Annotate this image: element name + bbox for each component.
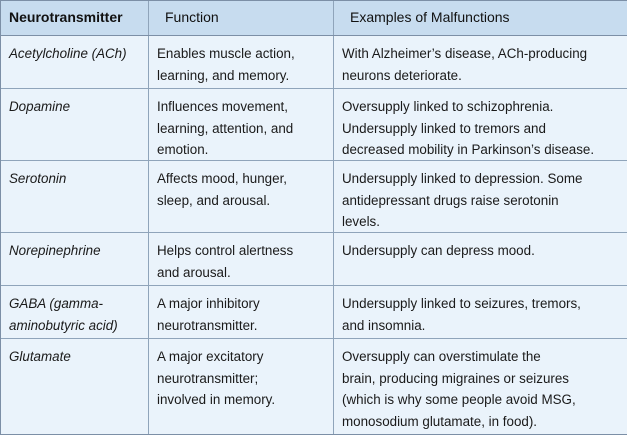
function-cell: Helps control alertness and arousal. [148, 233, 333, 285]
function-cell: Influences movement, learning, attention, and emotion. [148, 89, 333, 160]
malfunction-cell: Oversupply linked to schizophrenia. Undersupply linked to tremors and decreased mobility in Parkinson’s disease. [333, 89, 627, 160]
header-examples-of-malfunctions: Examples of Malfunctions [333, 1, 627, 35]
table-row [1, 36, 627, 89]
function-cell: A major inhibitory neurotransmitter. [148, 286, 333, 338]
function-cell: Enables muscle action, learning, and memory. [148, 36, 333, 88]
malfunction-cell: Undersupply can depress mood. [333, 233, 627, 285]
malfunction-cell: Undersupply linked to seizures, tremors, and insomnia. [333, 286, 627, 338]
function-cell: Affects mood, hunger, sleep, and arousal. [148, 161, 333, 232]
neurotransmitter-cell: GABA (gamma- aminobutyric acid) [9, 296, 118, 333]
malfunction-cell: With Alzheimer’s disease, ACh-producing neurons deteriorate. [333, 36, 627, 88]
table-row [1, 89, 627, 161]
table-row [1, 339, 627, 434]
malfunction-cell: Undersupply linked to depression. Some antidepressant drugs raise serotonin levels. [333, 161, 627, 232]
neurotransmitter-cell: Dopamine [9, 99, 71, 114]
table-row [1, 233, 627, 286]
table-row [1, 161, 627, 233]
table-header-row [1, 1, 627, 36]
neurotransmitter-cell: Acetylcholine (ACh) [9, 46, 127, 61]
neurotransmitter-cell: Glutamate [9, 349, 71, 364]
header-function: Function [148, 1, 333, 35]
table-row [1, 286, 627, 339]
malfunction-cell: Oversupply can overstimulate the brain, producing migraines or seizures (which is why some people avoid MSG, monosodium glutamate, in food). [333, 339, 627, 434]
function-cell: A major excitatory neurotransmitter; involved in memory. [148, 339, 333, 434]
neurotransmitter-cell: Norepinephrine [9, 243, 101, 258]
header-neurotransmitter: Neurotransmitter [9, 9, 123, 25]
neurotransmitter-cell: Serotonin [9, 171, 67, 186]
